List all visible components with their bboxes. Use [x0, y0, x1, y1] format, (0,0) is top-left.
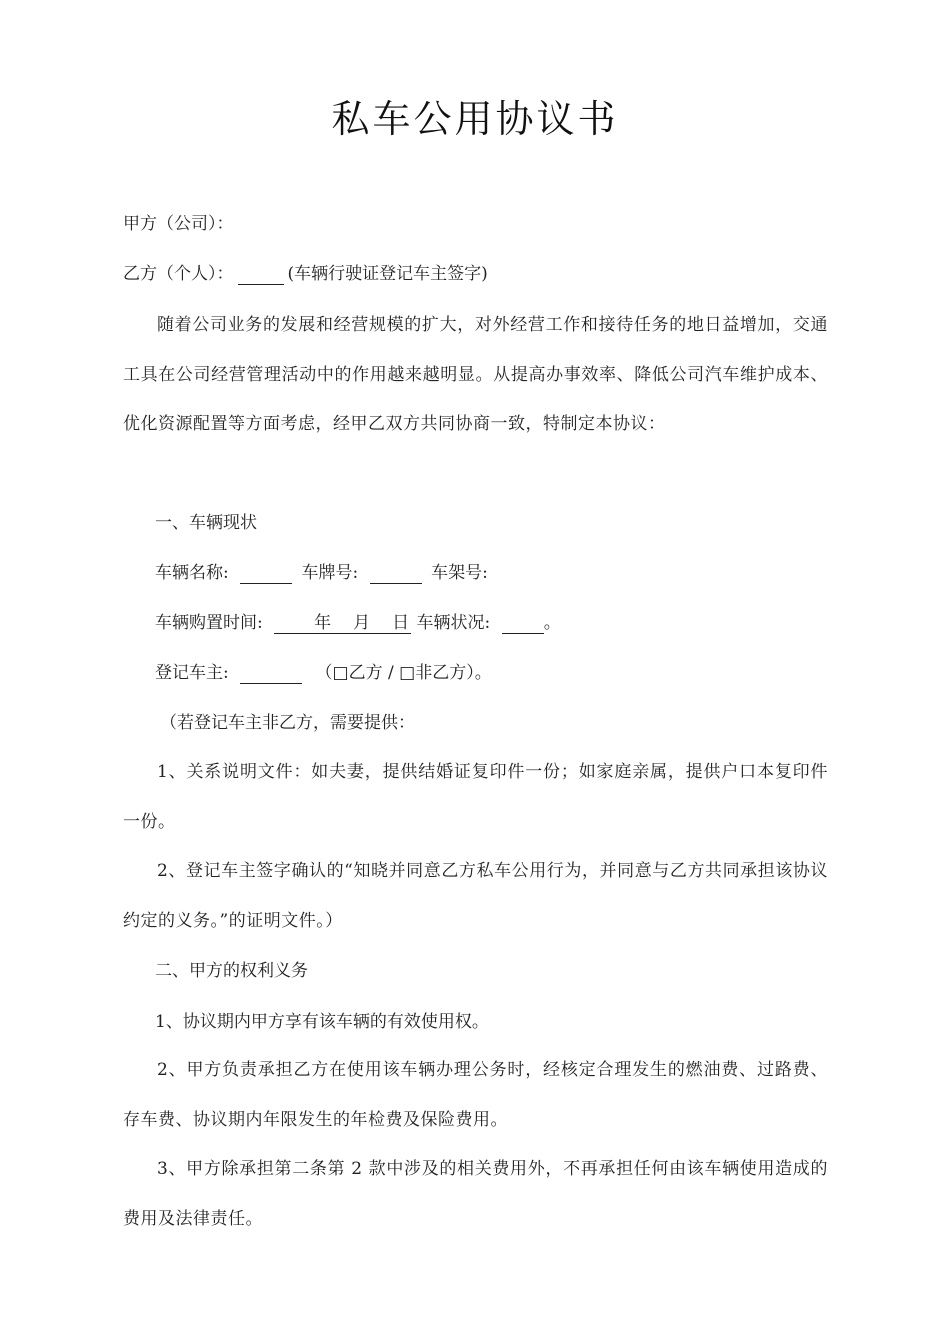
owner-note: （若登记车主非乙方，需要提供：	[160, 713, 415, 733]
section2-item2: 2、甲方负责承担乙方在使用该车辆办理公务时，经核定合理发生的燃油费、过路费、存车费、协议期内年限发生的年检费及保险费用。	[123, 1060, 828, 1130]
party-b-note: (车辆行驶证登记车主签字)	[287, 264, 488, 284]
purchase-date-blank	[274, 613, 411, 634]
section2-item1: 1、协议期内甲方享有该车辆的有效使用权。	[155, 1012, 489, 1032]
vehicle-info-line	[155, 563, 488, 584]
status-end: 。	[543, 613, 561, 633]
purchase-label: 车辆购置时间:	[155, 613, 263, 633]
year-label: 年	[314, 613, 332, 633]
party-b-label: 乙方（个人）：	[123, 264, 234, 284]
month-label: 月	[353, 613, 371, 633]
purchase-line	[155, 613, 561, 634]
vehicle-name-label: 车辆名称:	[155, 563, 229, 583]
section1-heading: 一、车辆现状	[155, 513, 257, 533]
owner-options: （□乙方 / □非乙方）。	[315, 663, 492, 683]
status-blank	[502, 613, 544, 634]
owner-line	[155, 663, 492, 684]
party-a-label: 甲方（公司）：	[123, 214, 234, 234]
owner-label: 登记车主:	[155, 663, 229, 683]
section1-item2: 2、登记车主签字确认的“知晓并同意乙方私车公用行为，并同意与乙方共同承担该协议约定的义务。”的证明文件。）	[123, 861, 828, 931]
party-b-blank	[238, 264, 284, 285]
intro-paragraph: 随着公司业务的发展和经营规模的扩大，对外经营工作和接待任务的地日益增加，交通工具在公司经营管理活动中的作用越来越明显。从提高办事效率、降低公司汽车维护成本、优化资源配置等方面考虑，经甲乙双方共同协商一致，特制定本协议：	[123, 315, 828, 434]
section1-item1: 1、关系说明文件：如夫妻，提供结婚证复印件一份；如家庭亲属，提供户口本复印件一份。	[123, 762, 828, 832]
party-b-line	[123, 264, 488, 285]
section2-heading: 二、甲方的权利义务	[155, 961, 308, 981]
day-label: 日	[392, 613, 410, 633]
section2-item3: 3、甲方除承担第二条第 2 款中涉及的相关费用外，不再承担任何由该车辆使用造成的费用及法律责任。	[123, 1159, 828, 1229]
frame-label: 车架号:	[431, 563, 488, 583]
document-title: 私车公用协议书	[331, 97, 619, 141]
plate-label: 车牌号:	[301, 563, 359, 583]
status-label: 车辆状况:	[416, 613, 491, 633]
plate-blank	[370, 563, 422, 584]
vehicle-name-blank	[240, 563, 292, 584]
owner-blank	[240, 663, 302, 684]
